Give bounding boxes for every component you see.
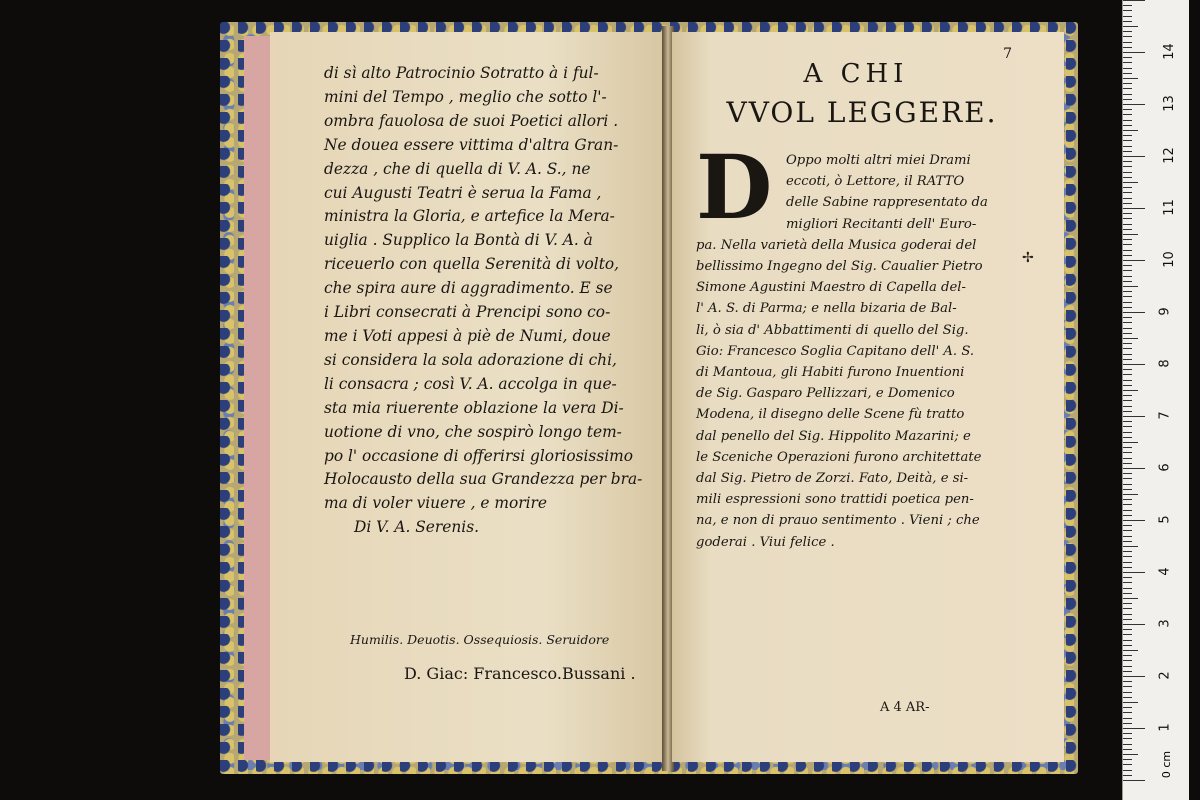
ruler-number: 11: [1161, 199, 1177, 216]
ruler-tick: [1123, 723, 1132, 724]
ruler-number: 1: [1157, 723, 1173, 732]
ruler-tick: [1123, 473, 1132, 474]
ruler-tick: [1123, 411, 1132, 412]
ruler-tick: [1123, 177, 1132, 178]
ruler-tick: [1123, 749, 1132, 750]
ruler-tick: [1123, 172, 1132, 173]
ruler-tick: [1123, 702, 1138, 703]
ruler-tick: [1123, 504, 1132, 505]
ruler-tick: [1123, 5, 1132, 6]
text-line: dal penello del Sig. Hippolito Mazarini; e: [696, 428, 971, 444]
ruler-tick: [1123, 354, 1132, 355]
text-line: riceuerlo con quella Serenità di volto,: [324, 255, 620, 274]
ruler-tick: [1123, 764, 1132, 765]
ruler-tick: [1123, 468, 1145, 469]
ruler-tick: [1123, 369, 1132, 370]
ruler-tick: [1123, 317, 1132, 318]
measurement-ruler: [1122, 0, 1189, 800]
ruler-tick: [1123, 125, 1132, 126]
ruler-tick: [1123, 671, 1132, 672]
ruler-tick: [1123, 640, 1132, 641]
ruler-tick: [1123, 608, 1132, 609]
ruler-tick: [1123, 634, 1132, 635]
ruler-tick: [1123, 593, 1132, 594]
ruler-tick: [1123, 302, 1132, 303]
text-line: si considera la sola adorazione di chi,: [324, 350, 617, 369]
text-line: Ne douea essere vittima d'altra Gran-: [324, 135, 619, 154]
right-page: [672, 32, 1064, 762]
ruler-tick: [1123, 494, 1138, 495]
ruler-tick: [1123, 203, 1132, 204]
ruler-tick: [1123, 208, 1145, 209]
ruler-tick: [1123, 567, 1132, 568]
ruler-tick: [1123, 697, 1132, 698]
ruler-tick: [1123, 78, 1138, 79]
author-signature: D. Giac: Francesco.Bussani .: [404, 664, 636, 683]
ruler-tick: [1123, 536, 1132, 537]
ruler-tick: [1123, 562, 1132, 563]
ruler-tick: [1123, 530, 1132, 531]
ruler-tick: [1123, 62, 1132, 63]
ruler-tick: [1123, 26, 1138, 27]
ruler-tick: [1123, 47, 1132, 48]
ruler-tick: [1123, 234, 1138, 235]
ruler-tick: [1123, 447, 1132, 448]
ruler-tick: [1123, 192, 1132, 193]
ruler-tick: [1123, 229, 1132, 230]
ruler-tick: [1123, 655, 1132, 656]
text-line: goderai . Viui felice .: [696, 534, 835, 550]
text-line: ombra fauolosa de suoi Poetici allori .: [324, 111, 619, 130]
text-line: li consacra ; così V. A. accolga in que-: [324, 374, 617, 393]
ruler-tick: [1123, 650, 1138, 651]
ruler-tick: [1123, 239, 1132, 240]
ruler-tick: [1123, 187, 1132, 188]
ruler-tick: [1123, 718, 1132, 719]
ruler-tick: [1123, 348, 1132, 349]
ruler-tick: [1123, 265, 1132, 266]
ruler-tick: [1123, 515, 1132, 516]
text-line: Holocausto della sua Grandezza per bra-: [324, 470, 643, 489]
ruler-tick: [1123, 270, 1132, 271]
ruler-tick: [1123, 525, 1132, 526]
ruler-tick: [1123, 374, 1132, 375]
text-line: uiglia . Supplico la Bontà di V. A. à: [324, 231, 593, 250]
ruler-tick: [1123, 198, 1132, 199]
ruler-tick: [1123, 364, 1145, 365]
ruler-tick: [1123, 250, 1132, 251]
text-line: sta mia riuerente oblazione la vera Di-: [324, 398, 624, 417]
ruler-number: 14: [1161, 43, 1177, 60]
ruler-tick: [1123, 510, 1132, 511]
ruler-tick: [1123, 10, 1132, 11]
ruler-tick: [1123, 104, 1145, 105]
ruler-tick: [1123, 686, 1132, 687]
heading-line-1: A CHI: [803, 59, 909, 89]
text-line: na, e non di prauo sentimento . Vieni ; che: [696, 513, 980, 529]
ruler-tick: [1123, 390, 1138, 391]
ruler-tick: [1123, 614, 1132, 615]
ruler-tick: [1123, 551, 1132, 552]
ruler-tick: [1123, 94, 1132, 95]
ruler-tick: [1123, 99, 1132, 100]
ruler-tick: [1123, 681, 1132, 682]
ruler-tick: [1123, 312, 1145, 313]
text-line: che spira aure di aggradimento. E se: [324, 279, 613, 298]
ruler-tick: [1123, 52, 1145, 53]
ruler-number: 2: [1157, 671, 1173, 680]
margin-ornament-icon: ✢: [1022, 250, 1034, 266]
text-line: Gio: Francesco Soglia Capitano dell' A. S.: [696, 343, 975, 359]
ruler-tick: [1123, 322, 1132, 323]
ruler-tick: [1123, 333, 1132, 334]
ruler-tick: [1123, 707, 1132, 708]
ruler-tick: [1123, 692, 1132, 693]
ruler-tick: [1123, 432, 1132, 433]
ruler-number: 9: [1157, 307, 1173, 316]
ruler-tick: [1123, 759, 1132, 760]
ruler-tick: [1123, 572, 1145, 573]
text-line: Oppo molti altri miei Drami: [786, 153, 971, 168]
right-page-body: [696, 150, 1016, 553]
ruler-tick: [1123, 712, 1132, 713]
text-line: mili espressioni sono trattidi poetica pen-: [696, 492, 974, 508]
ruler-tick: [1123, 146, 1132, 147]
ruler-tick: [1123, 458, 1132, 459]
ruler-tick: [1123, 281, 1132, 282]
ruler-number: 10: [1161, 251, 1177, 268]
ruler-number: 12: [1161, 147, 1177, 164]
text-line: me i Voti appesi à piè de Numi, doue: [324, 326, 611, 345]
ruler-tick: [1123, 16, 1132, 17]
ruler-tick: [1123, 489, 1132, 490]
text-line: bellissimo Ingegno del Sig. Caualier Pietro: [696, 259, 983, 275]
ruler-tick: [1123, 499, 1132, 500]
ruler-tick: [1123, 588, 1132, 589]
ruler-tick: [1123, 244, 1132, 245]
ruler-tick: [1123, 21, 1132, 22]
ruler-tick: [1123, 83, 1132, 84]
ruler-tick: [1123, 775, 1132, 776]
ruler-tick: [1123, 676, 1145, 677]
ruler-number: 3: [1157, 619, 1173, 628]
ruler-tick: [1123, 307, 1132, 308]
ruler-tick: [1123, 73, 1132, 74]
ruler-tick: [1123, 728, 1145, 729]
ruler-tick: [1123, 120, 1132, 121]
ruler-tick: [1123, 213, 1132, 214]
ruler-tick: [1123, 645, 1132, 646]
ruler-tick: [1123, 260, 1145, 261]
ruler-tick: [1123, 629, 1132, 630]
ruler-tick: [1123, 546, 1138, 547]
drop-cap: D: [696, 135, 773, 239]
ruler-tick: [1123, 780, 1145, 781]
ruler-tick: [1123, 36, 1132, 37]
ruler-tick: [1123, 255, 1132, 256]
ruler-tick: [1123, 114, 1132, 115]
ruler-tick: [1123, 406, 1132, 407]
ruler-tick: [1123, 582, 1132, 583]
ruler-tick: [1123, 380, 1132, 381]
ruler-tick: [1123, 770, 1132, 771]
ruler-tick: [1123, 88, 1132, 89]
text-line: ministra la Gloria, e artefice la Mera-: [324, 207, 615, 226]
ruler-unit-label: 0 cm: [1160, 750, 1174, 779]
ruler-tick: [1123, 738, 1132, 739]
ruler-tick: [1123, 666, 1132, 667]
text-line: dal Sig. Pietro de Zorzi. Fato, Deità, e si-: [696, 471, 969, 487]
ruler-tick: [1123, 291, 1132, 292]
ruler-tick: [1123, 161, 1132, 162]
ruler-tick: [1123, 541, 1132, 542]
text-line: Simone Agustini Maestro di Capella del-: [696, 280, 966, 296]
ruler-tick: [1123, 577, 1132, 578]
ruler-tick: [1123, 130, 1138, 131]
ruler-tick: [1123, 286, 1138, 287]
ruler-tick: [1123, 359, 1132, 360]
text-line: po l' occasione di offerirsi gloriosissimo: [324, 446, 634, 465]
ruler-tick: [1123, 42, 1132, 43]
text-line: delle Sabine rappresentato da: [786, 195, 988, 211]
text-line: eccoti, ò Lettore, il RATTO: [786, 174, 965, 190]
ruler-tick: [1123, 598, 1138, 599]
left-page-body: [324, 62, 643, 540]
servant-line: Humilis. Deuotis. Ossequiosis. Seruidore: [350, 632, 610, 647]
ruler-number: 5: [1157, 515, 1173, 524]
ruler-tick: [1123, 442, 1138, 443]
ruler-tick: [1123, 400, 1132, 401]
catchword: A 4 AR-: [880, 700, 930, 715]
ruler-tick: [1123, 624, 1145, 625]
ruler-tick: [1123, 437, 1132, 438]
ruler-tick: [1123, 744, 1132, 745]
left-page: [270, 32, 662, 762]
heading-line-2: VVOL LEGGERE.: [726, 96, 998, 129]
text-line: Modena, il disegno delle Scene fù tratto: [696, 407, 965, 423]
ruler-tick: [1123, 57, 1132, 58]
ruler-tick: [1123, 733, 1132, 734]
ruler-tick: [1123, 395, 1132, 396]
text-line: cui Augusti Teatri è serua la Fama ,: [324, 183, 602, 202]
text-line: di sì alto Patrocinio Sotratto à i ful-: [324, 64, 599, 82]
ruler-tick: [1123, 385, 1132, 386]
ruler-tick: [1123, 478, 1132, 479]
ruler-tick: [1123, 296, 1132, 297]
ruler-number: 6: [1157, 463, 1173, 472]
ruler-tick: [1123, 166, 1132, 167]
ruler-tick: [1123, 603, 1132, 604]
text-line: dezza , che di quella di V. A. S., ne: [324, 159, 591, 178]
ruler-tick: [1123, 140, 1132, 141]
ruler-tick: [1123, 109, 1132, 110]
text-line: de Sig. Gasparo Pellizzari, e Domenico: [696, 386, 955, 402]
ruler-tick: [1123, 463, 1132, 464]
ruler-tick: [1123, 421, 1132, 422]
ruler-tick: [1123, 619, 1132, 620]
ruler-tick: [1123, 660, 1132, 661]
ruler-tick: [1123, 556, 1132, 557]
ruler-tick: [1123, 338, 1138, 339]
ruler-tick: [1123, 156, 1145, 157]
text-line: migliori Recitanti dell' Euro-: [786, 216, 977, 232]
ruler-tick: [1123, 182, 1138, 183]
text-line: pa. Nella varietà della Musica goderai del: [696, 237, 977, 253]
page-number: 7: [1003, 46, 1012, 62]
text-line: di Mantoua, gli Habiti furono Inuentioni: [696, 365, 965, 381]
ruler-tick: [1123, 151, 1132, 152]
ruler-tick: [1123, 135, 1132, 136]
text-line: ma di voler viuere , e morire: [324, 494, 547, 513]
ruler-tick: [1123, 218, 1132, 219]
ruler-tick: [1123, 484, 1132, 485]
text-line: li, ò sia d' Abbattimenti di quello del Sig.: [696, 322, 969, 338]
ruler-tick: [1123, 754, 1138, 755]
text-line: i Libri consecrati à Prencipi sono co-: [324, 303, 611, 322]
text-line: le Sceniche Operazioni furono architettate: [696, 449, 982, 465]
ruler-number: 7: [1157, 411, 1173, 420]
ruler-tick: [1123, 31, 1132, 32]
ruler-tick: [1123, 68, 1132, 69]
text-line: l' A. S. di Parma; e nella bizaria de Bal-: [696, 301, 957, 317]
ruler-tick: [1123, 0, 1145, 1]
ruler-number: 13: [1161, 95, 1177, 112]
ruler-number: 8: [1157, 359, 1173, 368]
ruler-tick: [1123, 343, 1132, 344]
text-line: mini del Tempo , meglio che sotto l'-: [324, 87, 607, 106]
ruler-tick: [1123, 426, 1132, 427]
ruler-tick: [1123, 452, 1132, 453]
ruler-tick: [1123, 224, 1132, 225]
salutation: Di V. A. Serenis.: [354, 518, 480, 537]
ruler-tick: [1123, 328, 1132, 329]
ruler-number: 4: [1157, 567, 1173, 576]
ruler-tick: [1123, 276, 1132, 277]
ruler-tick: [1123, 416, 1145, 417]
ruler-tick: [1123, 520, 1145, 521]
text-line: uotione di vno, che sospirò longo tem-: [324, 422, 622, 441]
